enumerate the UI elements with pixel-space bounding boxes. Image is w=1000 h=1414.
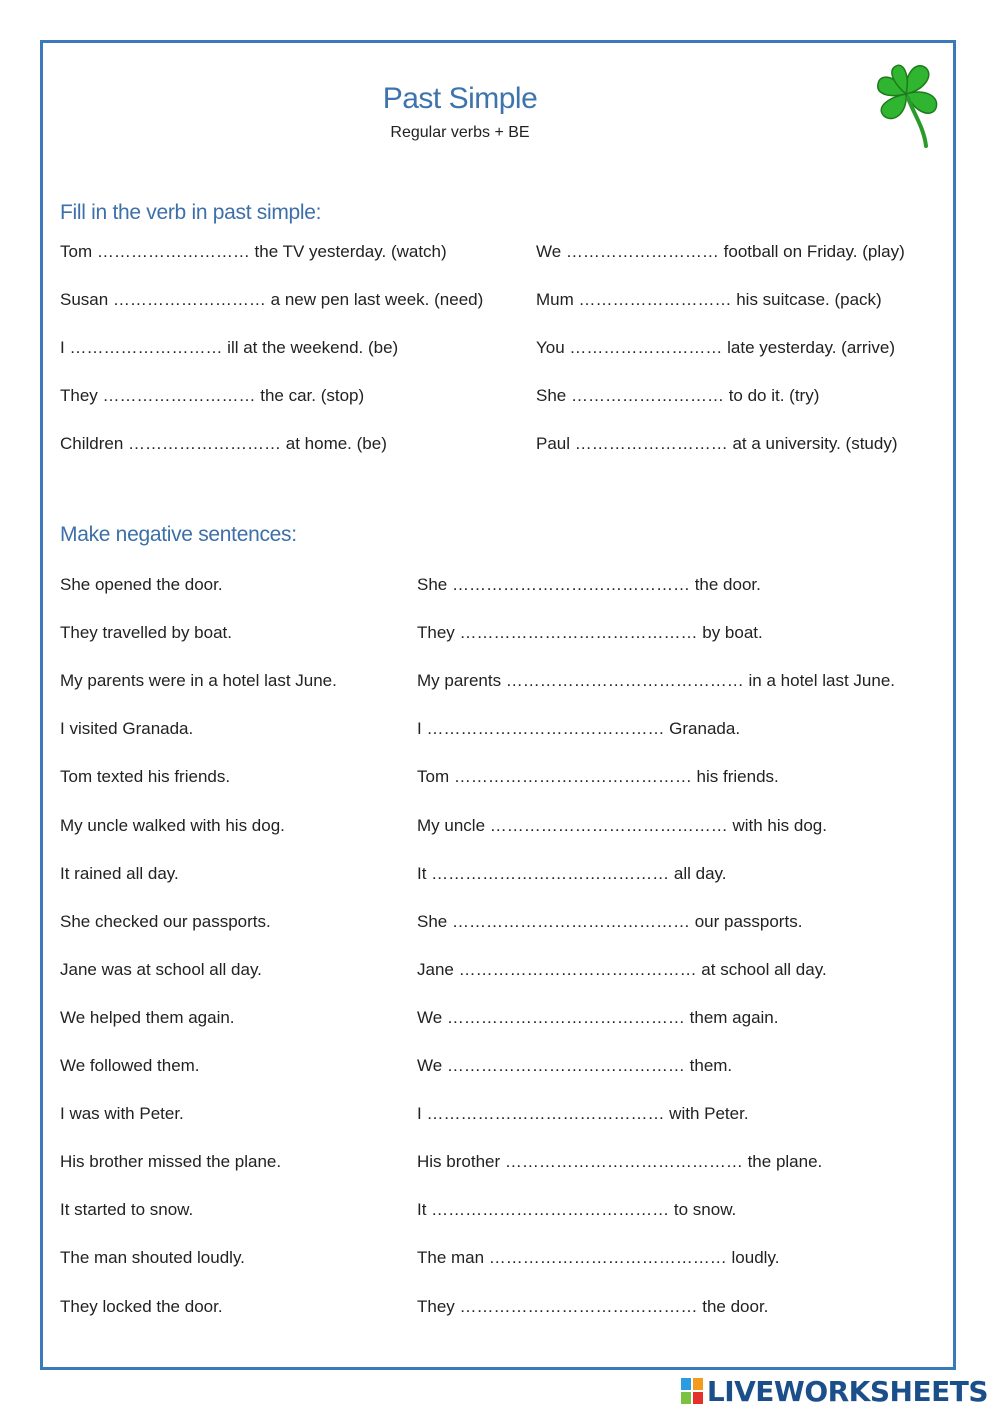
negative-answer-line: We …………………………………… them. [417, 1056, 733, 1075]
fill-in-item-left: Susan ……………………… a new pen last week. (need) [60, 290, 484, 309]
four-leaf-clover-icon [868, 58, 944, 150]
fill-in-item-right: Mum ……………………… his suitcase. (pack) [536, 290, 882, 309]
negative-source-sentence: Tom texted his friends. [60, 767, 231, 787]
negative-source-sentence: Jane was at school all day. [60, 959, 262, 979]
negative-source-sentence: They locked the door. [60, 1296, 223, 1316]
negative-answer-line: She …………………………………… our passports. [417, 911, 803, 931]
fill-in-item-right: She ……………………… to do it. (try) [536, 386, 820, 405]
negative-source-sentence: His brother missed the plane. [60, 1152, 282, 1172]
page-subtitle: Regular verbs + BE [390, 124, 530, 141]
fill-in-item-left: I ……………………… ill at the weekend. (be) [60, 338, 399, 357]
negative-source-sentence: I visited Granada. [60, 719, 194, 739]
negative-source-sentence: I was with Peter. [60, 1104, 184, 1124]
negative-answer-line: I …………………………………… Granada. [417, 719, 741, 739]
liveworksheets-logo-text: LIVEWORKSHEETS [706, 1374, 988, 1408]
liveworksheets-logo-icon [681, 1378, 703, 1404]
page-title: Past Simple [382, 82, 538, 115]
negative-answer-line: My uncle …………………………………… with his dog. [417, 815, 827, 835]
negative-source-sentence: She opened the door. [60, 575, 223, 594]
negative-answer-line: They …………………………………… by boat. [417, 623, 763, 643]
negative-answer-line: His brother …………………………………… the plane. [417, 1152, 823, 1172]
fill-in-item-right: Paul ……………………… at a university. (study) [536, 434, 898, 453]
section-heading-negative: Make negative sentences: [60, 523, 297, 546]
negative-source-sentence: We helped them again. [60, 1007, 235, 1027]
negative-answer-line: We …………………………………… them again. [417, 1007, 779, 1027]
liveworksheets-logo [681, 1374, 988, 1408]
negative-source-sentence: It started to snow. [60, 1200, 194, 1220]
negative-answer-line: The man …………………………………… loudly. [417, 1248, 780, 1268]
negative-source-sentence: My uncle walked with his dog. [60, 815, 285, 835]
negative-answer-line: My parents …………………………………… in a hotel last June. [417, 671, 896, 691]
negative-answer-line: Tom …………………………………… his friends. [417, 767, 779, 787]
section-heading-fill-in: Fill in the verb in past simple: [60, 201, 322, 224]
negative-answer-line: It …………………………………… all day. [417, 863, 727, 883]
fill-in-item-left: Tom ……………………… the TV yesterday. (watch) [60, 242, 447, 261]
negative-source-sentence: We followed them. [60, 1056, 200, 1075]
fill-in-item-right: You ……………………… late yesterday. (arrive) [536, 338, 895, 357]
negative-source-sentence: My parents were in a hotel last June. [60, 671, 337, 691]
fill-in-item-left: Children ……………………… at home. (be) [60, 434, 387, 453]
negative-answer-line: I …………………………………… with Peter. [417, 1104, 749, 1124]
fill-in-item-left: They ……………………… the car. (stop) [60, 386, 365, 405]
negative-source-sentence: The man shouted loudly. [60, 1248, 245, 1268]
negative-answer-line: It …………………………………… to snow. [417, 1200, 737, 1220]
negative-source-sentence: She checked our passports. [60, 911, 271, 931]
fill-in-item-right: We ……………………… football on Friday. (play) [536, 242, 905, 261]
negative-source-sentence: They travelled by boat. [60, 623, 232, 643]
negative-answer-line: She …………………………………… the door. [417, 575, 761, 594]
negative-answer-line: They …………………………………… the door. [417, 1296, 769, 1316]
negative-answer-line: Jane …………………………………… at school all day. [417, 959, 827, 979]
negative-source-sentence: It rained all day. [60, 863, 179, 883]
